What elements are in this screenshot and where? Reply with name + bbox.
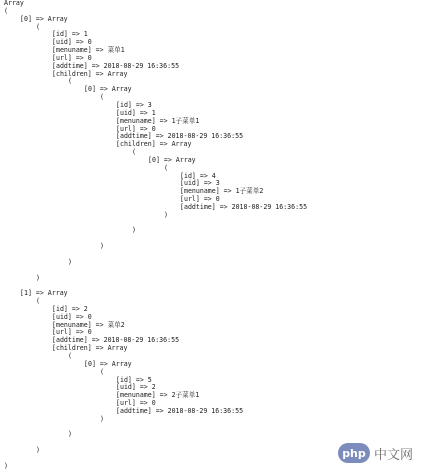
watermark-site-name: 中文网	[373, 447, 413, 463]
dump-line: [id] => 5	[116, 375, 152, 384]
dump-line: [url] => 0	[52, 328, 92, 337]
dump-line: (	[100, 93, 104, 102]
dump-line: (	[164, 163, 168, 172]
print-r-output	[4, 0, 307, 471]
dump-line: )	[4, 461, 8, 470]
dump-line: (	[36, 297, 40, 306]
dump-line: [menuname] => 1子菜单2	[180, 187, 264, 196]
dump-line: )	[36, 446, 40, 455]
dump-line	[4, 424, 307, 432]
dump-line: [id] => 4	[180, 171, 216, 180]
dump-line: [children] => Array	[116, 140, 192, 149]
dump-line: [children] => Array	[52, 69, 128, 78]
dump-line: )	[36, 273, 40, 282]
dump-line	[4, 439, 307, 447]
dump-line: [0] => Array	[84, 359, 132, 368]
dump-line: (	[100, 367, 104, 376]
dump-line: [url] => 0	[52, 53, 92, 62]
dump-line: [url] => 0	[116, 399, 156, 408]
dump-line	[4, 220, 307, 228]
dump-line: [children] => Array	[52, 344, 128, 353]
dump-line: [addtime] => 2018-08-29 16:36:55	[116, 406, 244, 415]
dump-line: (	[132, 148, 136, 157]
dump-line	[4, 455, 307, 463]
dump-line	[4, 251, 307, 259]
dump-line: [addtime] => 2018-08-29 16:36:55	[52, 336, 180, 345]
dump-line: [id] => 1	[52, 30, 88, 39]
dump-line: [menuname] => 菜单2	[52, 320, 125, 329]
dump-line	[4, 235, 307, 243]
dump-line: [1] => Array	[20, 289, 68, 298]
dump-line: [menuname] => 2子菜单1	[116, 391, 200, 400]
dump-line: )	[100, 242, 104, 251]
dump-line: )	[68, 430, 72, 439]
dump-line: )	[68, 257, 72, 266]
dump-line: [id] => 2	[52, 304, 88, 313]
dump-line: [uid] => 0	[52, 312, 92, 321]
dump-line: [menuname] => 菜单1	[52, 46, 125, 55]
dump-line: [0] => Array	[148, 155, 196, 164]
dump-line: [0] => Array	[20, 14, 68, 23]
dump-line: (	[68, 351, 72, 360]
dump-line: [uid] => 0	[52, 38, 92, 47]
dump-line: [url] => 0	[116, 124, 156, 133]
dump-line: )	[132, 226, 136, 235]
dump-line: [addtime] => 2018-08-29 16:36:55	[116, 132, 244, 141]
dump-line: [url] => 0	[180, 195, 220, 204]
dump-line: [uid] => 3	[180, 179, 220, 188]
dump-line: )	[164, 210, 168, 219]
dump-line: (	[68, 77, 72, 86]
dump-line: [id] => 3	[116, 100, 152, 109]
php-cn-watermark	[338, 443, 413, 463]
dump-line: (	[36, 22, 40, 31]
dump-line: [0] => Array	[84, 85, 132, 94]
dump-line: )	[100, 414, 104, 423]
dump-line: [uid] => 1	[116, 108, 156, 117]
dump-line: Array	[4, 0, 24, 7]
dump-line: [uid] => 2	[116, 383, 156, 392]
dump-line: [addtime] => 2018-08-29 16:36:55	[52, 61, 180, 70]
dump-line: (	[4, 6, 8, 15]
dump-line: [addtime] => 2018-08-29 16:36:55	[180, 202, 308, 211]
php-logo-badge: php	[338, 443, 370, 463]
dump-line: [menuname] => 1子菜单1	[116, 116, 200, 125]
dump-line	[4, 267, 307, 275]
